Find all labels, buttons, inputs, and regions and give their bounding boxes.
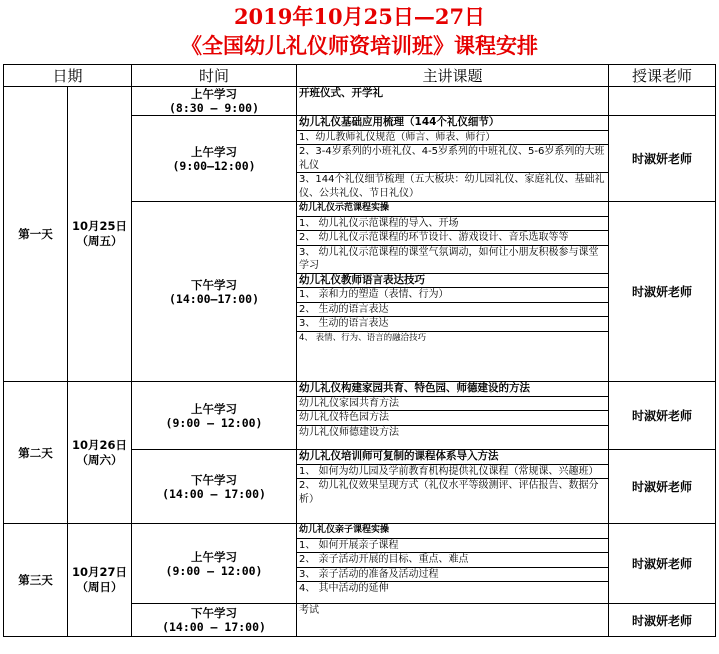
session-label: 上午学习: [191, 401, 238, 416]
date-cell: [68, 382, 132, 524]
topic-heading: 幼儿礼仪培训师可复制的课程体系导入方法: [297, 450, 608, 465]
date-text: 10月27日: [72, 565, 128, 579]
date-cell: [68, 524, 132, 637]
session-time-cell: [132, 116, 297, 202]
session-label: 上午学习: [191, 549, 238, 564]
topic-item: 1、 幼儿礼仪示范课程的导入、开场: [297, 217, 608, 232]
topic-item: 4、 其中活动的延伸: [299, 583, 389, 594]
session-time: (9:00—12:00): [172, 158, 256, 173]
header-time: 时间: [132, 65, 297, 87]
topic-item: 3、 生动的语言表达: [297, 317, 608, 332]
topic-item: 3、 亲子活动的准备及活动过程: [297, 568, 608, 583]
table-row: [4, 87, 716, 116]
session-label: 下午学习: [191, 472, 238, 487]
day-label: 第三天: [4, 524, 68, 637]
session-time: (14:00 — 17:00): [162, 620, 266, 634]
topic-cell: [297, 604, 609, 637]
date-text: 10月26日: [72, 437, 128, 452]
session-time-cell: [132, 382, 297, 450]
topic-item: 1、 如何开展亲子课程: [297, 539, 608, 554]
topic-item: 2、 幼儿礼仪示范课程的环节设计、游戏设计、音乐选取等等: [297, 231, 608, 246]
session-time: (9:00 — 12:00): [165, 563, 263, 578]
topic-item: 1、幼儿教师礼仪规范（师言、师表、师行）: [297, 131, 608, 146]
topic-heading: 幼儿礼仪基础应用梳理（144个礼仪细节）: [297, 116, 608, 131]
topic-cell: [297, 87, 609, 116]
teacher-cell: 时淑妍老师: [609, 116, 716, 202]
topic-item: 3、 幼儿礼仪示范课程的课堂气氛调动，如何让小朋友积极参与课堂学习: [297, 246, 608, 274]
date-cell: [68, 87, 132, 382]
topic-heading: 开班仪式、开学礼: [299, 87, 384, 99]
topic-cell: [297, 450, 609, 524]
session-label: 上午学习: [191, 87, 238, 101]
day-label: 第一天: [4, 87, 68, 382]
day-label: 第二天: [4, 382, 68, 524]
session-time: (8:30 — 9:00): [169, 101, 260, 115]
topic-item: 2、 生动的语言表达: [297, 303, 608, 318]
session-time: (9:00 — 12:00): [165, 415, 263, 430]
table-row: [4, 382, 716, 450]
topic-item: 幼儿礼仪师德建设方法: [299, 426, 400, 438]
teacher-cell: 时淑妍老师: [609, 524, 716, 604]
topic-item: 考试: [299, 605, 320, 616]
header-date: 日期: [4, 65, 132, 87]
topic-item: 2、 幼儿礼仪效果呈现方式（礼仪水平等级测评、评估报告、数据分析）: [299, 480, 599, 505]
teacher-cell: 时淑妍老师: [609, 382, 716, 450]
topic-item: 3、144个礼仪细节梳理（五大板块：幼儿园礼仪、家庭礼仪、基础礼仪、公共礼仪、节日礼仪）: [299, 174, 605, 199]
topic-item: 2、 亲子活动开展的目标、重点、难点: [297, 553, 608, 568]
weekday-text: （周六）: [76, 452, 123, 467]
topic-cell: [297, 116, 609, 202]
topic-heading: 幼儿礼仪构建家园共育、特色园、师德建设的方法: [297, 382, 608, 397]
session-time-cell: [132, 450, 297, 524]
weekday-text: （周日）: [76, 580, 123, 594]
schedule-table: [3, 64, 716, 637]
schedule-title-dates: 2019年10月25日—27日: [233, 4, 486, 29]
topic-heading: 幼儿礼仪示范课程实操: [297, 202, 608, 217]
session-label: 下午学习: [191, 606, 238, 620]
topic-cell: [297, 202, 609, 382]
teacher-cell: 时淑妍老师: [609, 450, 716, 524]
session-label: 下午学习: [191, 277, 238, 292]
topic-item: 幼儿礼仪家园共育方法: [297, 397, 608, 412]
teacher-cell: [609, 87, 716, 116]
header-row: [4, 65, 716, 87]
topic-item: 1、 如何为幼儿园及学前教育机构提供礼仪课程（常规课、兴趣班）: [297, 465, 608, 480]
topic-heading: 幼儿礼仪亲子课程实操: [297, 524, 608, 539]
topic-cell: [297, 382, 609, 450]
teacher-cell: 时淑妍老师: [609, 604, 716, 637]
session-time-cell: [132, 604, 297, 637]
weekday-text: （周五）: [76, 234, 123, 248]
topic-item: 1、 亲和力的塑造（表情、行为）: [297, 288, 608, 303]
topic-cell: [297, 524, 609, 604]
teacher-cell: 时淑妍老师: [609, 202, 716, 382]
session-time-cell: [132, 524, 297, 604]
date-text: 10月25日: [72, 219, 128, 233]
header-topic: 主讲课题: [297, 65, 609, 87]
topic-item: 幼儿礼仪特色园方法: [297, 411, 608, 426]
schedule-title-course: 《全国幼儿礼仪师资培训班》课程安排: [181, 33, 538, 58]
table-row: [4, 524, 716, 604]
schedule-body: [4, 87, 716, 637]
topic-item: 2、3-4岁系列的小班礼仪、4-5岁系列的中班礼仪、5-6岁系列的大班礼仪: [297, 145, 608, 173]
topic-heading: 幼儿礼仪教师语言表达技巧: [297, 274, 608, 289]
session-time-cell: [132, 87, 297, 116]
header-teacher: 授课老师: [609, 65, 716, 87]
session-label: 上午学习: [191, 144, 238, 159]
session-time-cell: [132, 202, 297, 382]
session-time: (14:00 — 17:00): [162, 486, 266, 501]
topic-item: 4、 表情、行为、语言的融洽技巧: [299, 332, 427, 343]
session-time: (14:00—17:00): [169, 291, 260, 306]
